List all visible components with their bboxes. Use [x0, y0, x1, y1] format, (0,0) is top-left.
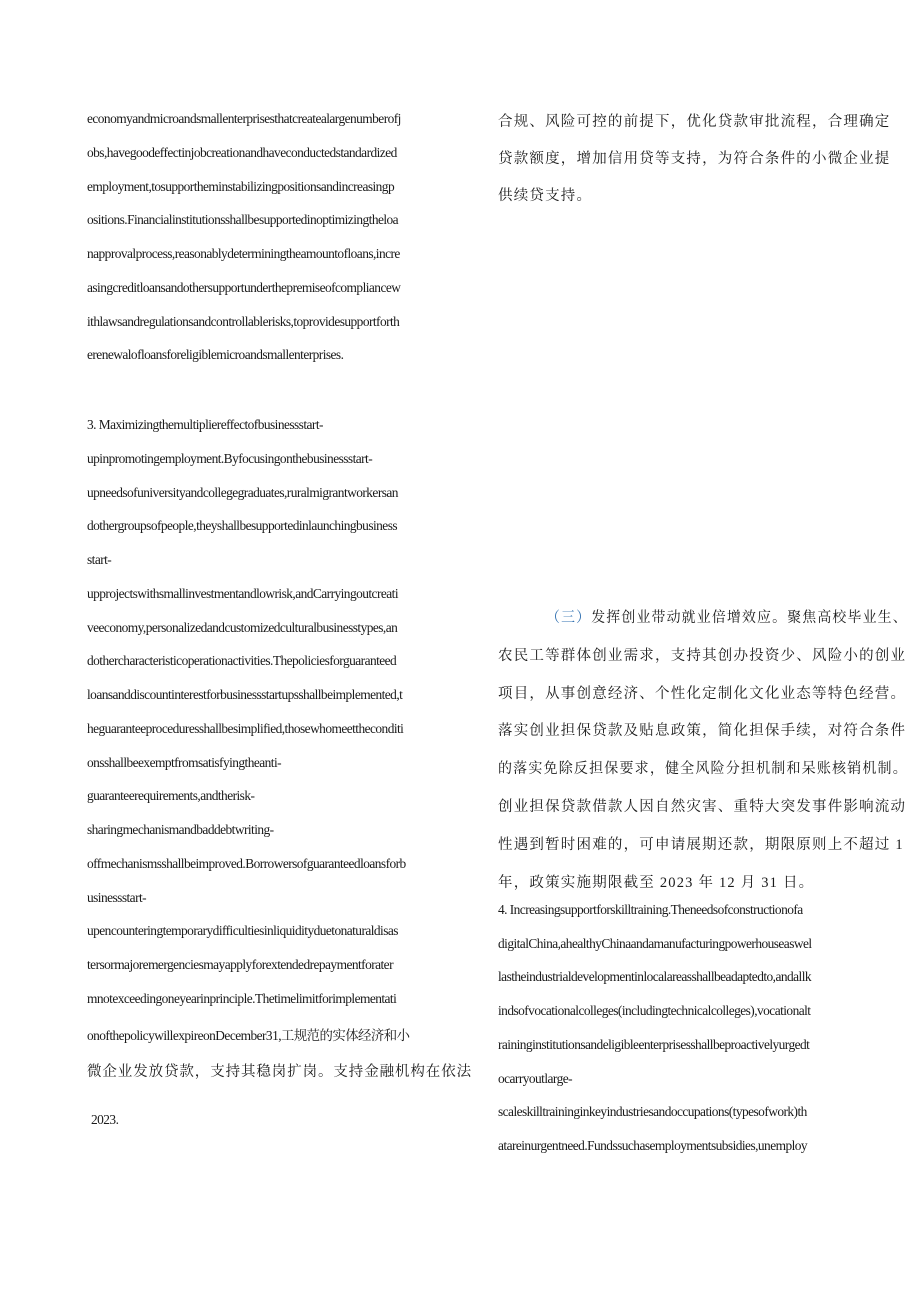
text-line: guaranteerequirements,andtherisk- — [87, 788, 255, 803]
text-line: mnotexceedingoneyearinprinciple.Thetimelimitforimplementati — [87, 991, 397, 1006]
text-line: veeconomy,personalizedandcustomizedculturalbusinesstypes,an — [87, 620, 398, 635]
text-line: 年，政策实施期限截至 2023 年 12 月 31 日。 — [498, 875, 815, 891]
text-line: lastheindustrialdevelopmentinlocalareasshallbeadaptedto,andallk — [498, 969, 812, 984]
text-line: upinpromotingemployment.Byfocusingonthebusinessstart- — [87, 451, 373, 466]
text-line: offmechanismsshallbeimproved.Borrowersofguaranteedloansforb — [87, 856, 406, 871]
text-line: 4. Increasingsupportforskilltraining.Theneedsofconstructionofa — [498, 902, 803, 917]
text-line: 农民工等群体创业需求，支持其创办投资少、风险小的创业 — [498, 648, 907, 664]
section-first-line: 发挥创业带动就业倍增效应。聚焦高校毕业生、 — [591, 610, 908, 626]
text-line: upencounteringtemporarydifficultiesinliquidityduetonaturaldisas — [87, 923, 398, 938]
text-line: sharingmechanismandbaddebtwriting- — [87, 822, 274, 837]
text-line: start- — [87, 552, 112, 567]
text-line: 3. Maximizingthemultipliereffectofbusinessstart- — [87, 417, 323, 432]
text-line: heguaranteeproceduresshallbesimplified,thosewhomeettheconditi — [87, 721, 404, 736]
text-line: ositions.Financialinstitutionsshallbesupportedinoptimizingtheloa — [87, 212, 399, 227]
text-line: dothergroupsofpeople,theyshallbesupportedinlaunchingbusiness — [87, 518, 398, 533]
text-line: 微企业发放贷款，支持其稳岗扩岗。支持金融机构在依法 — [87, 1064, 472, 1080]
text-line: ocarryoutlarge- — [498, 1071, 573, 1086]
text-line: 供续贷支持。 — [498, 188, 593, 204]
text-line: 贷款额度，增加信用贷等支持，为符合条件的小微企业提 — [498, 151, 891, 167]
text-line: tersormajoremergenciesmayapplyforextendedrepaymentforater — [87, 957, 393, 972]
text-line: upneedsofuniversityandcollegegraduates,ruralmigrantworkersan — [87, 485, 398, 500]
text-line: 的落实免除反担保要求，健全风险分担机制和呆账核销机制。 — [498, 761, 908, 777]
text-line: 落实创业担保贷款及贴息政策，简化担保手续，对符合条件 — [498, 723, 907, 739]
text-line: usinessstart- — [87, 890, 147, 905]
text-line: onofthepolicywillexpireonDecember31,工规范的实体经济和小 — [87, 1028, 410, 1043]
text-line: asingcreditloansandothersupportunderthepremiseofcompliancew — [87, 280, 401, 295]
text-line: 合规、风险可控的前提下，优化贷款审批流程，合理确定 — [498, 114, 891, 130]
text-line: scaleskilltraininginkeyindustriesandoccupations(typesofwork)th — [498, 1104, 807, 1119]
text-line: onsshallbeexemptfromsatisfyingtheanti- — [87, 755, 282, 770]
text-line: dothercharacteristicoperationactivities.Thepoliciesforguaranteed — [87, 653, 397, 668]
section-heading — [546, 606, 908, 627]
text-line: raininginstitutionsandeligibleenterprisesshallbeproactivelyurgedt — [498, 1037, 810, 1052]
text-line: economyandmicroandsmallenterprisesthatcreatealargenumberofj — [87, 111, 401, 126]
text-line: napprovalprocess,reasonablydeterminingtheamountofloans,incre — [87, 246, 400, 261]
year-line: 2023. — [91, 1112, 119, 1127]
text-line: 创业担保贷款借款人因自然灾害、重特大突发事件影响流动 — [498, 799, 907, 815]
text-line: upprojectswithsmallinvestmentandlowrisk,andCarryingoutcreati — [87, 586, 398, 601]
section-marker: （三） — [546, 610, 592, 626]
text-line: obs,havegoodeffectinjobcreationandhaveconductedstandardized — [87, 145, 397, 160]
text-line: loansanddiscountinterestforbusinessstartupsshallbeimplemented,t — [87, 687, 403, 702]
text-line: erenewalofloansforeligiblemicroandsmallenterprises. — [87, 347, 344, 362]
text-line: digitalChina,ahealthyChinaandamanufacturingpowerhouseaswel — [498, 936, 812, 951]
left-column — [87, 0, 487, 1301]
text-line: ithlawsandregulationsandcontrollablerisks,toprovidesupportforth — [87, 314, 400, 329]
text-line: 项目，从事创意经济、个性化定制化文化业态等特色经营。 — [498, 686, 907, 702]
text-line: 性遇到暂时困难的，可申请展期还款，期限原则上不超过 1 — [498, 837, 904, 853]
text-line: atareinurgentneed.Fundssuchasemploymentsubsidies,unemploy — [498, 1138, 808, 1153]
text-line: indsofvocationalcolleges(includingtechnicalcolleges),vocationalt — [498, 1003, 811, 1018]
right-column — [498, 0, 910, 1301]
text-line: employment,tosupportheminstabilizingpositionsandincreasingp — [87, 179, 395, 194]
